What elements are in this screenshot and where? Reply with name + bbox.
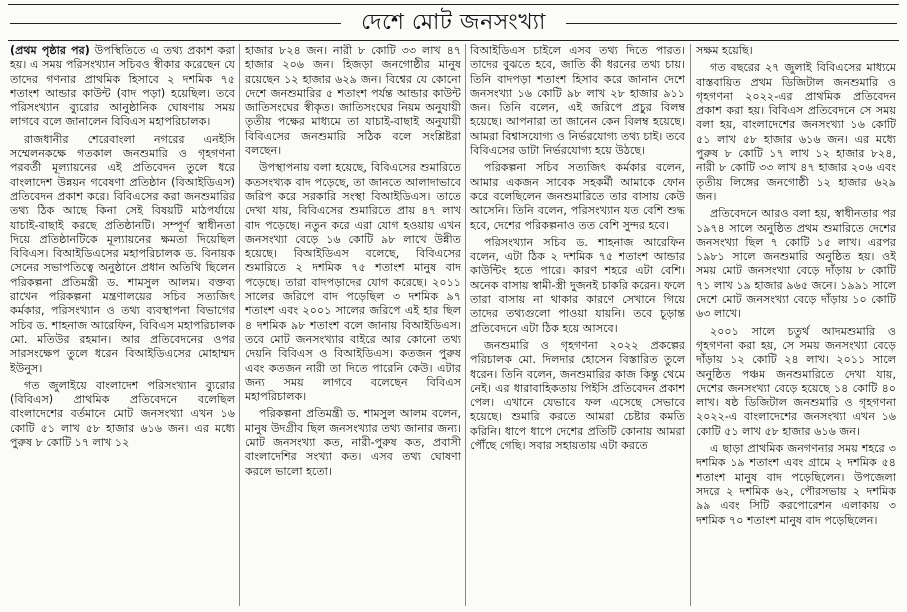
paragraph: হাজার ৮২৪ জন। নারী ৮ কোটি ৩৩ লাখ ৪৭ হাজার ২০৬ জন। হিজড়া জনগোষ্ঠীর মানুষ রয়েছেন ১২ হাজার ৬২৯ জন। বিশ্বের যে কোনো দেশে জনশুমারির ৫ শতাংশ পর্যন্ত আন্ডার কাউন্ট জাতিসংঘের স্বীকৃত। জাতিসংঘের নিয়ম অনুযায়ী তৃতীয় পক্ষের মাধ্যমে তা যাচাই-বাছাই অনুযায়ী বিবিএসের জনশুমারি সঠিক বলে সংশ্লিষ্টরা বলছেন। (245, 44, 461, 158)
paragraph: গত জুলাইয়ে বাংলাদেশ পরিসংখ্যান ব্যুরোর (বিবিএস) প্রাথমিক প্রতিবেদনে বলেছিল বাংলাদেশের বর্তমানে মোট জনসংখ্যা এখন ১৬ কোটি ৫১ লাখ ৫৮ হাজার ৬১৬ জন। এর মধ্যে পুরুষ ৮ কোটি ১৭ লাখ ১২ (10, 378, 235, 450)
paragraph: প্রতিবেদনে আরও বলা হয়, স্বাধীনতার পর ১৯৭৪ সালে অনুষ্ঠিত প্রথম শুমারিতে দেশের জনসংখ্যা ছিল ৭ কোটি ১৫ লাখ। এরপর ১৯৮১ সালে জনশুমারি অনুষ্ঠিত হয়। ওই সময় মোট জনসংখ্যা বেড়ে দাঁড়ায় ৮ কোটি ৭১ লাখ ১৯ হাজার ৯৬৫ জনে। ১৯৯১ সালে দেশে মোট জনসংখ্যা বেড়ে দাঁড়ায় ১০ কোটি ৬৩ লাখে। (696, 207, 896, 321)
headline-bar (0, 8, 907, 38)
paragraph: এ ছাড়া প্রাথমিক জনগণনার সময় শহরে ৩ দশমিক ১৯ শতাংশ এবং গ্রামে ২ দশমিক ৫৪ শতাংশ মানুষ বাদ পড়েছিলেন। উপজেলা সদরে ২ দশমিক ৬২, পৌরসভায় ২ দশমিক ৯৯ এবং সিটি করপোরেশন এলাকায় ৩ দশমিক ৭০ শতাংশ মানুষ বাদ পড়েছিলেন। (696, 442, 896, 527)
headline-bottom-rule (8, 40, 899, 41)
paragraph: পরিকল্পনা প্রতিমন্ত্রী ড. শামসুল আলম বলেন, মানুষ উদগ্রীব ছিল জনসংখ্যার তথ্য জানার জন্য। মোট জনসংখ্যা কত, নারী-পুরুষ কত, প্রবাসী বাংলাদেশির সংখ্যা কত। এসব তথ্য ঘোষণা করলে ভালো হতো। (245, 407, 461, 478)
paragraph: পরিসংখ্যান সচিব ড. শাহনাজ আরেফিন বলেন, এটা ঠিক ২ দশমিক ৭৫ শতাংশ আন্ডার কাউন্টিং হতে পারে। কারণ শহরে এটা বেশি। অনেক বাসায় স্বামী-স্ত্রী দুজনই চাকরি করেন। ফলে তারা বাসায় না থাকার কারণে সেখানে গিয়ে তাদের তথ্যগুলো পাওয়া যায়নি। তবে চূড়ান্ত প্রতিবেদনে এটা ঠিক হয়ে আসবে। (470, 235, 685, 335)
article-column-1 (10, 44, 235, 610)
headline-left-rule (10, 23, 341, 24)
paragraph: বিআইডিএস চাইলে এসব তথ্য দিতে পারত। তাদের বুঝতে হবে, জাতি কী ধরনের তথ্য চায়। তিনি বাদপড়া শতাংশ হিসাব করে জানান দেশে জনসংখ্যা ১৬ কোটি ৯৮ লাখ ২৮ হাজার ৯১১ জন। তিনি বলেন, এই জরিপে প্রচুর বিলম্ব হয়েছে। আপনারা তা জানেন কেন বিলম্ব হয়েছে। আমরা বিশ্বাসযোগ্য ও নির্ভরযোগ্য তথ্য চাই। তবে বিবিএসের ডাটা নির্ভরযোগ্য হয়ে উঠছে। (470, 44, 685, 158)
continuation-marker: (প্রথম পৃষ্ঠার পর) (10, 44, 90, 57)
paragraph: জনশুমারি ও গৃহগণনা ২০২২ প্রকল্পের পরিচালক মো. দিলদার হোসেন বিস্তারিত তুলে ধরেন। তিনি বলেন, জনশুমারির কাজ কিন্তু থেমে নেই। এর ধারাবাহিকতায় পিইসি প্রতিবেদন প্রকাশ পেল। এখানে যেভাবে ফল এসেছে সেভাবে হয়েছে। শুমারি করতে আমরা চেষ্টার কমতি করিনি। ধাপে ধাপে দেশের প্রতিটি কোনায় আমরা পৌঁছে গেছি। সবার সহায়তায় এটা করতে (470, 338, 685, 453)
paragraph-text: উপস্থিতিতে এ তথ্য প্রকাশ করা হয়। এ সময় পরিসংখ্যান সচিবও স্বীকার করেছেন যে তাদের গণনার প্রাথমিক হিসাবে ২ দশমিক ৭৫ শতাংশ আন্ডার কাউন্ট (বাদ পড়া) হয়েছিল। তবে পরিসংখ্যান ব্যুরোর আনুষ্ঠানিক ঘোষণায় সময় লাগবে বলে জানালেন বিবিএস মহাপরিচালক। (10, 44, 235, 129)
paragraph: গত বছরের ২৭ জুলাই বিবিএসের মাধ্যমে বাস্তবায়িত প্রথম ডিজিটাল জনশুমারি ও গৃহগণনা ২০২২-এর প্রাথমিক প্রতিবেদন প্রকাশ করা হয়। বিবিএস প্রতিবেদনে সে সময় বলা হয়, বাংলাদেশের জনসংখ্যা ১৬ কোটি ৫১ লাখ ৫৮ হাজার ৬১৬ জন। এর মধ্যে পুরুষ ৮ কোটি ১৭ লাখ ১২ হাজার ৮২৪, নারী ৮ কোটি ৩৩ লাখ ৪৭ হাজার ২০৬ এবং তৃতীয় লিঙ্গের জনগোষ্ঠী ১২ হাজার ৬২৯ জন। (696, 61, 896, 203)
headline: দেশে মোট জনসংখ্যা (351, 5, 556, 42)
article-column-4 (696, 44, 896, 610)
paragraph: উপস্থাপনায় বলা হয়েছে, বিবিএসের শুমারিতে কতসংখ্যক বাদ পড়েছে, তা জানতে আলাদাভাবে জরিপ করে সরকারি সংস্থা বিআইডিএস। তাতে দেখা যায়, বিবিএসের শুমারিতে প্রায় ৪৭ লাখ বাদ পড়েছে। নতুন করে এরা যোগ হওয়ায় এখন জনসংখ্যা বেড়ে ১৬ কোটি ৯৮ লাখে উন্নীত হয়েছে। বিআইডিএস বলেছে, বিবিএসের শুমারিতে ২ দশমিক ৭৫ শতাংশ মানুষ বাদ পড়েছে। তারা বাদপড়াদের যোগ করেছে। ২০১১ সালের জরিপে বাদ পড়েছিল ৩ দশমিক ৯৭ শতাংশ এবং ২০০১ সালের জরিপে এই হার ছিল ৪ দশমিক ৯৮ শতাংশ বলে জানায় বিআইডিএস। তবে মোট জনসংখ্যার বাইরে আর কোনো তথ্য দেয়নি বিবিএস ও বিআইডিএস। কতজন পুরুষ এবং কতজন নারী তা দিতে পারেনি কেউ। এটার জন্য সময় লাগবে বলেছেন বিবিএস মহাপরিচালক। (245, 161, 461, 404)
article-body (0, 44, 907, 610)
article-column-2 (245, 44, 461, 610)
headline-right-rule (566, 23, 897, 24)
paragraph: পরিকল্পনা সচিব সত্যজিৎ কর্মকার বলেন, আমার একজন সাবেক সহকর্মী আমাকে ফোন করে বলেছিলেন জনশুমারিতে তার বাসায় কেউ আসেনি। তিনি বলেন, পরিসংখ্যান যত বেশি শুদ্ধ হবে, দেশের পরিকল্পনাও তত বেশি সুন্দর হবে। (470, 161, 685, 232)
paragraph: ২০০১ সালে চতুর্থ আদমশুমারি ও গৃহগণনা করা হয়, সে সময় জনসংখ্যা বেড়ে দাঁড়ায় ১২ কোটি ২৪ লাখ। ২০১১ সালে অনুষ্ঠিত পঞ্চম জনশুমারিতে দেখা যায়, দেশের জনসংখ্যা বেড়ে হয়েছে ১৪ কোটি ৪০ লাখ। ষষ্ঠ ডিজিটাল জনশুমারি ও গৃহগণনা ২০২২-এ বাংলাদেশের জনসংখ্যা এখন ১৬ কোটি ৫১ লাখ ৫৮ হাজার ৬১৬ জন। (696, 324, 896, 438)
paragraph: সক্ষম হয়েছি। (696, 44, 753, 57)
paragraph (10, 44, 235, 130)
paragraph: রাজধানীর শেরেবাংলা নগরের এনইসি সম্মেলনকক্ষে গতকাল জনশুমারি ও গৃহগণনা পরবর্তী মূল্যায়নের এই প্রতিবেদন তুলে ধরে বাংলাদেশ উন্নয়ন গবেষণা প্রতিষ্ঠান (বিআইডিএস) প্রতিবেদন প্রকাশ করে। বিবিএসের করা জনশুমারির তথ্য ঠিক আছে কিনা সেই বিষয়টি মাঠপর্যায়ে যাচাই-বাছাই করছে প্রতিষ্ঠানটি। সম্পূর্ণ স্বাধীনতা দিয়ে প্রতিষ্ঠানটিকে মূল্যায়নের ক্ষমতা দিয়েছিল বিবিএস। বিআইডিএসের মহাপরিচালক ড. বিনায়ক সেনের সভাপতিত্বে অনুষ্ঠানে প্রধান অতিথি ছিলেন পরিকল্পনা প্রতিমন্ত্রী ড. শামসুল আলম। বক্তব্য রাখেন পরিকল্পনা মন্ত্রণালয়ের সচিব সত্যজিৎ কর্মকার, পরিসংখ্যান ও তথ্য ব্যবস্থাপনা বিভাগের সচিব ড. শাহনাজ আরেফিন, বিবিএস মহাপরিচালক মো. মতিউর রহমান। আর প্রতিবেদনের ওপর সারসংক্ষেপ তুলে ধরেন বিআইডিএসের মোহাম্মদ ইউনুস। (10, 132, 235, 375)
article-column-3 (470, 44, 685, 610)
